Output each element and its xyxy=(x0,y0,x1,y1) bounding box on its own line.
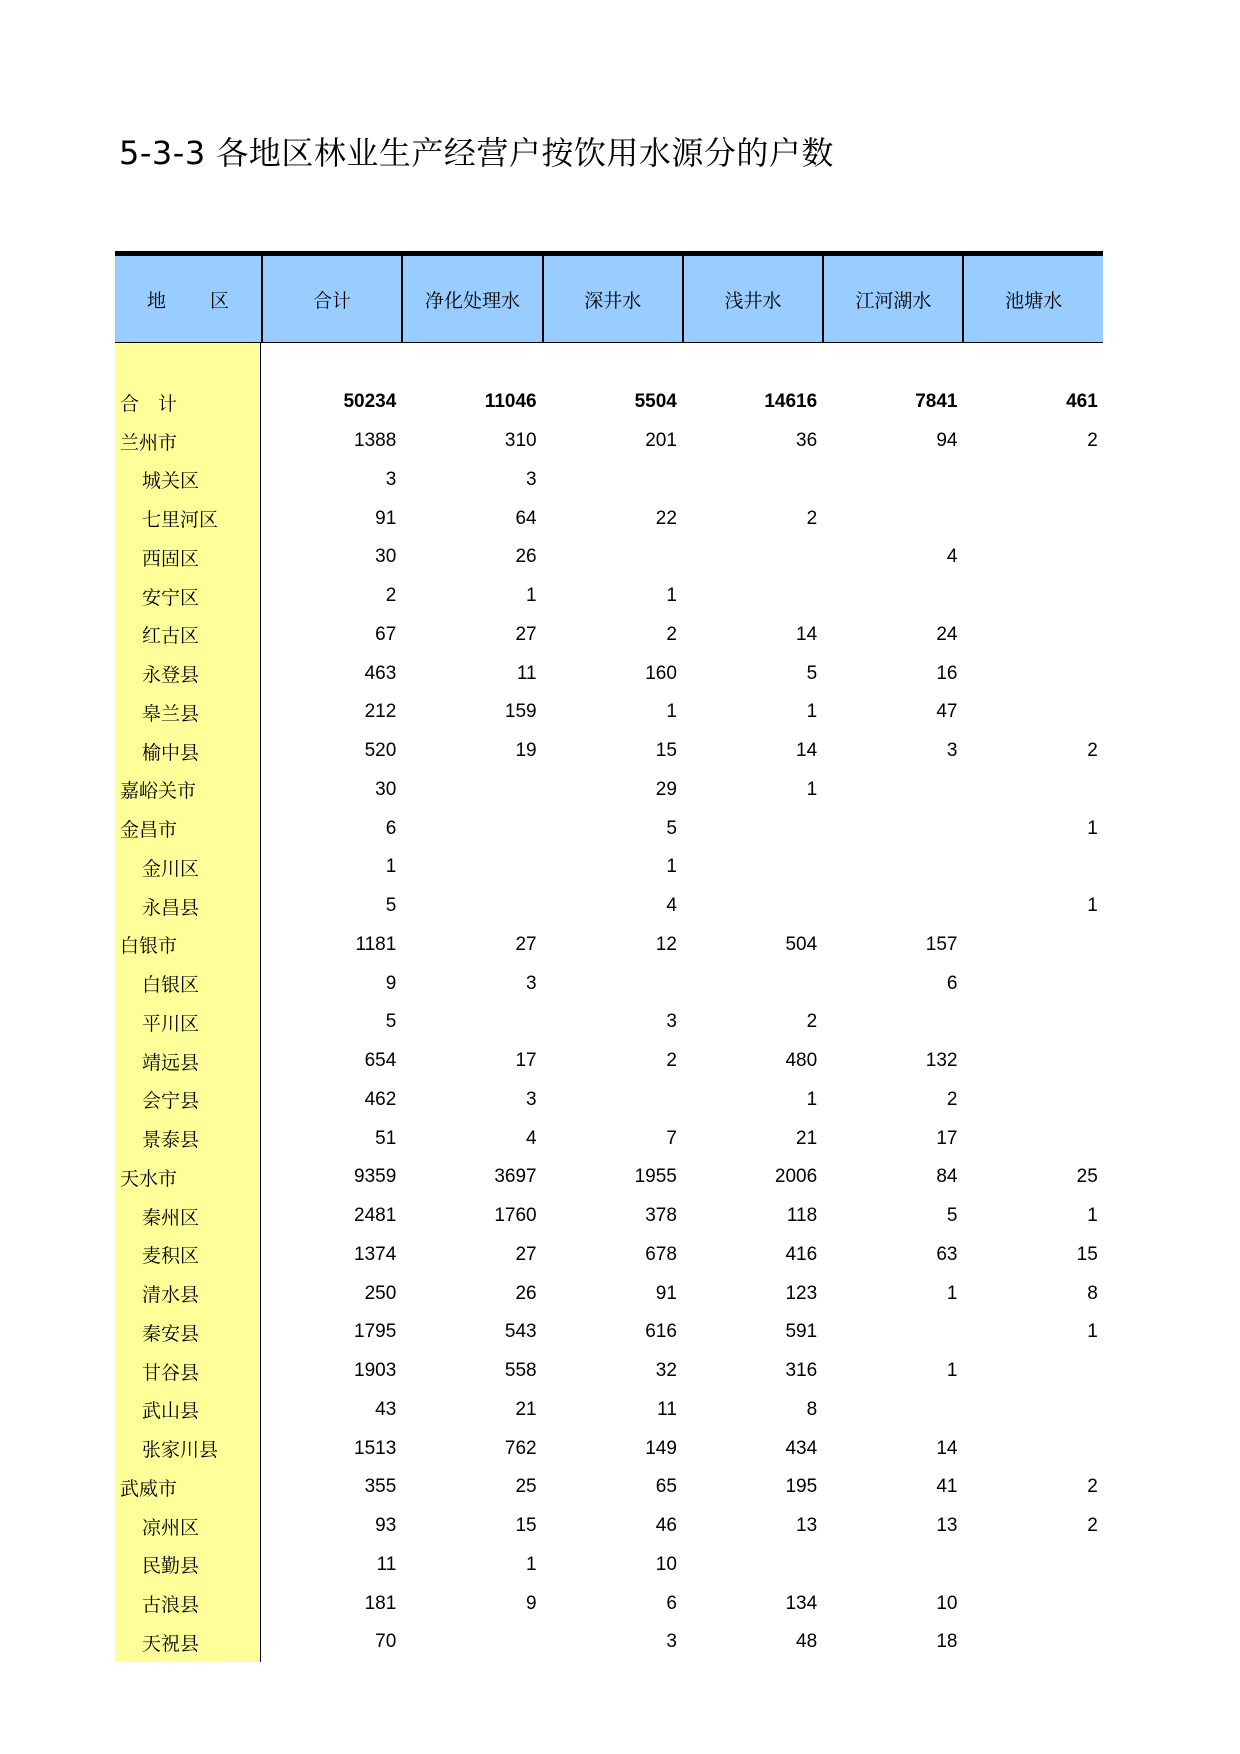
table-row xyxy=(115,1119,1103,1158)
table-row xyxy=(115,1468,1103,1507)
cell-value: 1903 xyxy=(354,1360,397,1382)
cell-value: 355 xyxy=(364,1476,397,1498)
cell-value: 2 xyxy=(806,507,818,529)
region-name: 合 计 xyxy=(120,392,178,415)
cell-value: 3 xyxy=(526,972,537,994)
cell-value: 11 xyxy=(657,1398,677,1420)
cell-value: 2006 xyxy=(774,1166,818,1188)
region-name: 白银区 xyxy=(142,974,200,997)
cell-value: 9359 xyxy=(354,1166,397,1188)
cell-value: 4 xyxy=(666,895,677,917)
cell-value: 5 xyxy=(806,662,818,684)
header-column: 浅井水 xyxy=(682,256,822,342)
cell-value: 250 xyxy=(364,1282,397,1304)
cell-value: 94 xyxy=(936,430,958,452)
region-name: 白银市 xyxy=(120,935,178,958)
cell-value: 46 xyxy=(655,1515,677,1537)
cell-value: 1 xyxy=(1087,817,1098,839)
cell-value: 520 xyxy=(364,740,397,762)
header-column: 江河湖水 xyxy=(822,256,962,342)
region-name: 景泰县 xyxy=(142,1129,200,1152)
table-row xyxy=(115,1003,1103,1042)
cell-value: 64 xyxy=(515,507,537,529)
cell-value: 1 xyxy=(806,1088,818,1110)
cell-value: 11 xyxy=(516,662,537,684)
cell-value: 6 xyxy=(666,1592,677,1614)
cell-value: 1 xyxy=(666,585,677,607)
region-name: 七里河区 xyxy=(142,509,219,532)
cell-value: 10 xyxy=(936,1592,958,1614)
cell-value: 4 xyxy=(946,546,958,568)
table-row xyxy=(115,771,1103,810)
table-row xyxy=(115,422,1103,461)
region-name: 平川区 xyxy=(142,1012,200,1035)
cell-value: 14 xyxy=(936,1437,958,1459)
cell-value: 2 xyxy=(1087,430,1098,452)
cell-value: 1513 xyxy=(354,1437,397,1459)
cell-value: 1795 xyxy=(354,1321,397,1343)
cell-value: 25 xyxy=(1076,1166,1098,1188)
cell-value: 160 xyxy=(645,662,677,684)
cell-value: 6 xyxy=(946,972,958,994)
region-name: 西固区 xyxy=(142,547,200,570)
cell-value: 13 xyxy=(796,1515,818,1537)
cell-value: 16 xyxy=(936,662,958,684)
cell-value: 3 xyxy=(666,1011,677,1033)
header-region xyxy=(115,256,261,342)
table-row xyxy=(115,654,1103,693)
cell-value: 11 xyxy=(376,1553,397,1575)
cell-value: 7 xyxy=(666,1127,677,1149)
cell-value: 1 xyxy=(526,585,537,607)
page-title: 5-3-3 各地区林业生产经营户按饮用水源分的户数 xyxy=(119,134,834,172)
cell-value: 5 xyxy=(666,817,677,839)
region-name: 凉州区 xyxy=(142,1516,200,1539)
cell-value: 19 xyxy=(515,740,537,762)
cell-value: 1 xyxy=(806,701,818,723)
cell-value: 3 xyxy=(526,468,537,490)
region-name: 民勤县 xyxy=(142,1555,200,1578)
cell-value: 1 xyxy=(526,1553,537,1575)
cell-value: 616 xyxy=(645,1321,677,1343)
cell-value: 462 xyxy=(364,1088,397,1110)
region-name: 皋兰县 xyxy=(142,702,200,725)
cell-value: 3 xyxy=(946,740,958,762)
table-row xyxy=(115,693,1103,732)
table-row xyxy=(115,1274,1103,1313)
cell-value: 1181 xyxy=(355,933,397,955)
cell-value: 18 xyxy=(936,1631,958,1653)
cell-value: 27 xyxy=(515,623,537,645)
cell-value: 159 xyxy=(504,701,537,723)
cell-value: 3 xyxy=(666,1631,677,1653)
cell-value: 654 xyxy=(364,1050,397,1072)
table-row xyxy=(115,1623,1103,1662)
cell-value: 10 xyxy=(655,1553,677,1575)
cell-value: 48 xyxy=(796,1631,818,1653)
region-name: 红古区 xyxy=(142,625,200,648)
cell-value: 15 xyxy=(1076,1243,1098,1265)
cell-value: 65 xyxy=(655,1476,677,1498)
region-name: 天水市 xyxy=(120,1167,178,1190)
table-row xyxy=(115,1081,1103,1120)
cell-value: 5 xyxy=(946,1205,958,1227)
region-name: 靖远县 xyxy=(142,1051,200,1074)
table-body xyxy=(115,343,1103,1662)
region-name: 城关区 xyxy=(142,470,200,493)
table-row xyxy=(115,1197,1103,1236)
table-row xyxy=(115,926,1103,965)
cell-value: 1 xyxy=(666,701,677,723)
region-name: 会宁县 xyxy=(142,1090,200,1113)
cell-value: 70 xyxy=(375,1631,397,1653)
cell-value: 12 xyxy=(655,933,677,955)
table-row xyxy=(115,964,1103,1003)
header-column: 池塘水 xyxy=(962,256,1102,342)
cell-value: 2 xyxy=(1087,1476,1098,1498)
cell-value: 8 xyxy=(1087,1282,1098,1304)
table-row xyxy=(115,1584,1103,1623)
cell-value: 558 xyxy=(504,1360,537,1382)
cell-value: 36 xyxy=(796,430,818,452)
total-row xyxy=(115,383,1103,422)
table-row xyxy=(115,461,1103,500)
region-name: 秦州区 xyxy=(142,1206,200,1229)
cell-value: 9 xyxy=(385,972,397,994)
cell-value: 1388 xyxy=(354,430,397,452)
cell-value: 1 xyxy=(1087,1205,1098,1227)
cell-value: 378 xyxy=(645,1205,677,1227)
cell-value: 762 xyxy=(504,1437,537,1459)
cell-value: 678 xyxy=(645,1243,677,1265)
table-row xyxy=(115,1236,1103,1275)
region-name: 兰州市 xyxy=(120,431,178,454)
cell-value: 41 xyxy=(936,1476,958,1498)
cell-value: 132 xyxy=(925,1050,958,1072)
cell-value: 29 xyxy=(655,778,677,800)
table-row xyxy=(115,577,1103,616)
cell-value: 1 xyxy=(946,1360,958,1382)
region-name: 麦积区 xyxy=(142,1245,200,1268)
cell-value: 201 xyxy=(645,430,677,452)
cell-value: 4 xyxy=(526,1127,537,1149)
region-name: 嘉峪关市 xyxy=(120,780,197,803)
cell-value: 480 xyxy=(785,1050,818,1072)
cell-value: 1 xyxy=(1087,895,1098,917)
cell-value: 591 xyxy=(785,1321,818,1343)
cell-value: 30 xyxy=(375,546,397,568)
region-name: 秦安县 xyxy=(142,1322,200,1345)
cell-value: 14 xyxy=(796,740,818,762)
table-row xyxy=(115,1042,1103,1081)
data-table xyxy=(115,251,1103,1662)
cell-value: 15 xyxy=(515,1515,537,1537)
region-name: 安宁区 xyxy=(142,586,200,609)
cell-value: 2 xyxy=(806,1011,818,1033)
cell-value: 11046 xyxy=(484,391,537,413)
cell-value: 2 xyxy=(385,585,397,607)
cell-value: 47 xyxy=(936,701,958,723)
cell-value: 14616 xyxy=(764,391,818,413)
cell-value: 434 xyxy=(785,1437,818,1459)
cell-value: 212 xyxy=(364,701,397,723)
table-row xyxy=(115,499,1103,538)
region-name: 金昌市 xyxy=(120,819,178,842)
cell-value: 22 xyxy=(655,507,677,529)
cell-value: 2 xyxy=(1087,740,1098,762)
cell-value: 6 xyxy=(385,817,397,839)
table-row xyxy=(115,616,1103,655)
cell-value: 17 xyxy=(515,1050,537,1072)
cell-value: 5504 xyxy=(634,391,677,413)
cell-value: 26 xyxy=(515,546,537,568)
table-row xyxy=(115,1429,1103,1468)
cell-value: 91 xyxy=(375,507,397,529)
table-row xyxy=(115,732,1103,771)
cell-value: 1 xyxy=(666,856,677,878)
cell-value: 504 xyxy=(785,933,818,955)
table-row xyxy=(115,848,1103,887)
cell-value: 30 xyxy=(375,778,397,800)
cell-value: 8 xyxy=(806,1398,818,1420)
cell-value: 463 xyxy=(364,662,397,684)
region-name: 永昌县 xyxy=(142,896,200,919)
region-name: 清水县 xyxy=(142,1284,200,1307)
cell-value: 9 xyxy=(526,1592,537,1614)
cell-value: 2481 xyxy=(354,1205,397,1227)
table-row xyxy=(115,1352,1103,1391)
cell-value: 27 xyxy=(515,933,537,955)
table-row xyxy=(115,538,1103,577)
cell-value: 2 xyxy=(666,1050,677,1072)
cell-value: 2 xyxy=(1087,1515,1098,1537)
region-name: 武威市 xyxy=(120,1477,178,1500)
table-header xyxy=(115,256,1103,343)
header-column: 合计 xyxy=(261,256,401,342)
cell-value: 26 xyxy=(515,1282,537,1304)
region-name: 甘谷县 xyxy=(142,1361,200,1384)
cell-value: 5 xyxy=(385,1011,397,1033)
cell-value: 13 xyxy=(936,1515,958,1537)
region-name: 武山县 xyxy=(142,1400,200,1423)
cell-value: 24 xyxy=(936,623,958,645)
cell-value: 416 xyxy=(785,1243,818,1265)
cell-value: 17 xyxy=(936,1127,958,1149)
cell-value: 14 xyxy=(796,623,818,645)
cell-value: 149 xyxy=(645,1437,677,1459)
table-row xyxy=(115,1546,1103,1585)
header-region-char: 地 xyxy=(146,289,166,312)
table-row xyxy=(115,1391,1103,1430)
header-spacer xyxy=(115,343,1103,383)
cell-value: 5 xyxy=(385,895,397,917)
cell-value: 1760 xyxy=(494,1205,537,1227)
cell-value: 2 xyxy=(946,1088,958,1110)
cell-value: 32 xyxy=(655,1360,677,1382)
cell-value: 195 xyxy=(785,1476,818,1498)
region-name: 天祝县 xyxy=(142,1632,200,1655)
cell-value: 63 xyxy=(936,1243,958,1265)
region-name: 张家川县 xyxy=(142,1439,219,1462)
cell-value: 27 xyxy=(515,1243,537,1265)
cell-value: 3 xyxy=(385,468,397,490)
cell-value: 118 xyxy=(786,1205,818,1227)
region-name: 永登县 xyxy=(142,664,200,687)
header-column: 深井水 xyxy=(542,256,682,342)
cell-value: 1 xyxy=(946,1282,958,1304)
table-row xyxy=(115,809,1103,848)
header-column: 净化处理水 xyxy=(401,256,541,342)
cell-value: 1 xyxy=(1087,1321,1098,1343)
cell-value: 21 xyxy=(796,1127,818,1149)
cell-value: 1 xyxy=(385,856,397,878)
table-row xyxy=(115,1507,1103,1546)
table-row xyxy=(115,1313,1103,1352)
cell-value: 21 xyxy=(515,1398,537,1420)
cell-value: 134 xyxy=(785,1592,818,1614)
cell-value: 181 xyxy=(364,1592,397,1614)
cell-value: 84 xyxy=(936,1166,958,1188)
region-name: 榆中县 xyxy=(142,741,200,764)
cell-value: 50234 xyxy=(343,391,397,413)
cell-value: 2 xyxy=(666,623,677,645)
cell-value: 43 xyxy=(375,1398,397,1420)
cell-value: 3 xyxy=(526,1088,537,1110)
cell-value: 1955 xyxy=(634,1166,677,1188)
cell-value: 93 xyxy=(375,1515,397,1537)
cell-value: 1374 xyxy=(354,1243,397,1265)
cell-value: 7841 xyxy=(915,391,958,413)
cell-value: 1 xyxy=(806,778,818,800)
cell-value: 51 xyxy=(375,1127,397,1149)
cell-value: 123 xyxy=(785,1282,818,1304)
cell-value: 3697 xyxy=(494,1166,537,1188)
cell-value: 91 xyxy=(655,1282,677,1304)
cell-value: 543 xyxy=(504,1321,537,1343)
cell-value: 15 xyxy=(655,740,677,762)
region-name: 古浪县 xyxy=(142,1594,200,1617)
region-name: 金川区 xyxy=(142,857,200,880)
cell-value: 157 xyxy=(925,933,958,955)
table-row xyxy=(115,1158,1103,1197)
cell-value: 316 xyxy=(785,1360,818,1382)
header-region-char: 区 xyxy=(209,289,229,312)
cell-value: 461 xyxy=(1066,391,1098,413)
cell-value: 25 xyxy=(515,1476,537,1498)
cell-value: 67 xyxy=(375,623,397,645)
table-row xyxy=(115,887,1103,926)
cell-value: 310 xyxy=(504,430,537,452)
